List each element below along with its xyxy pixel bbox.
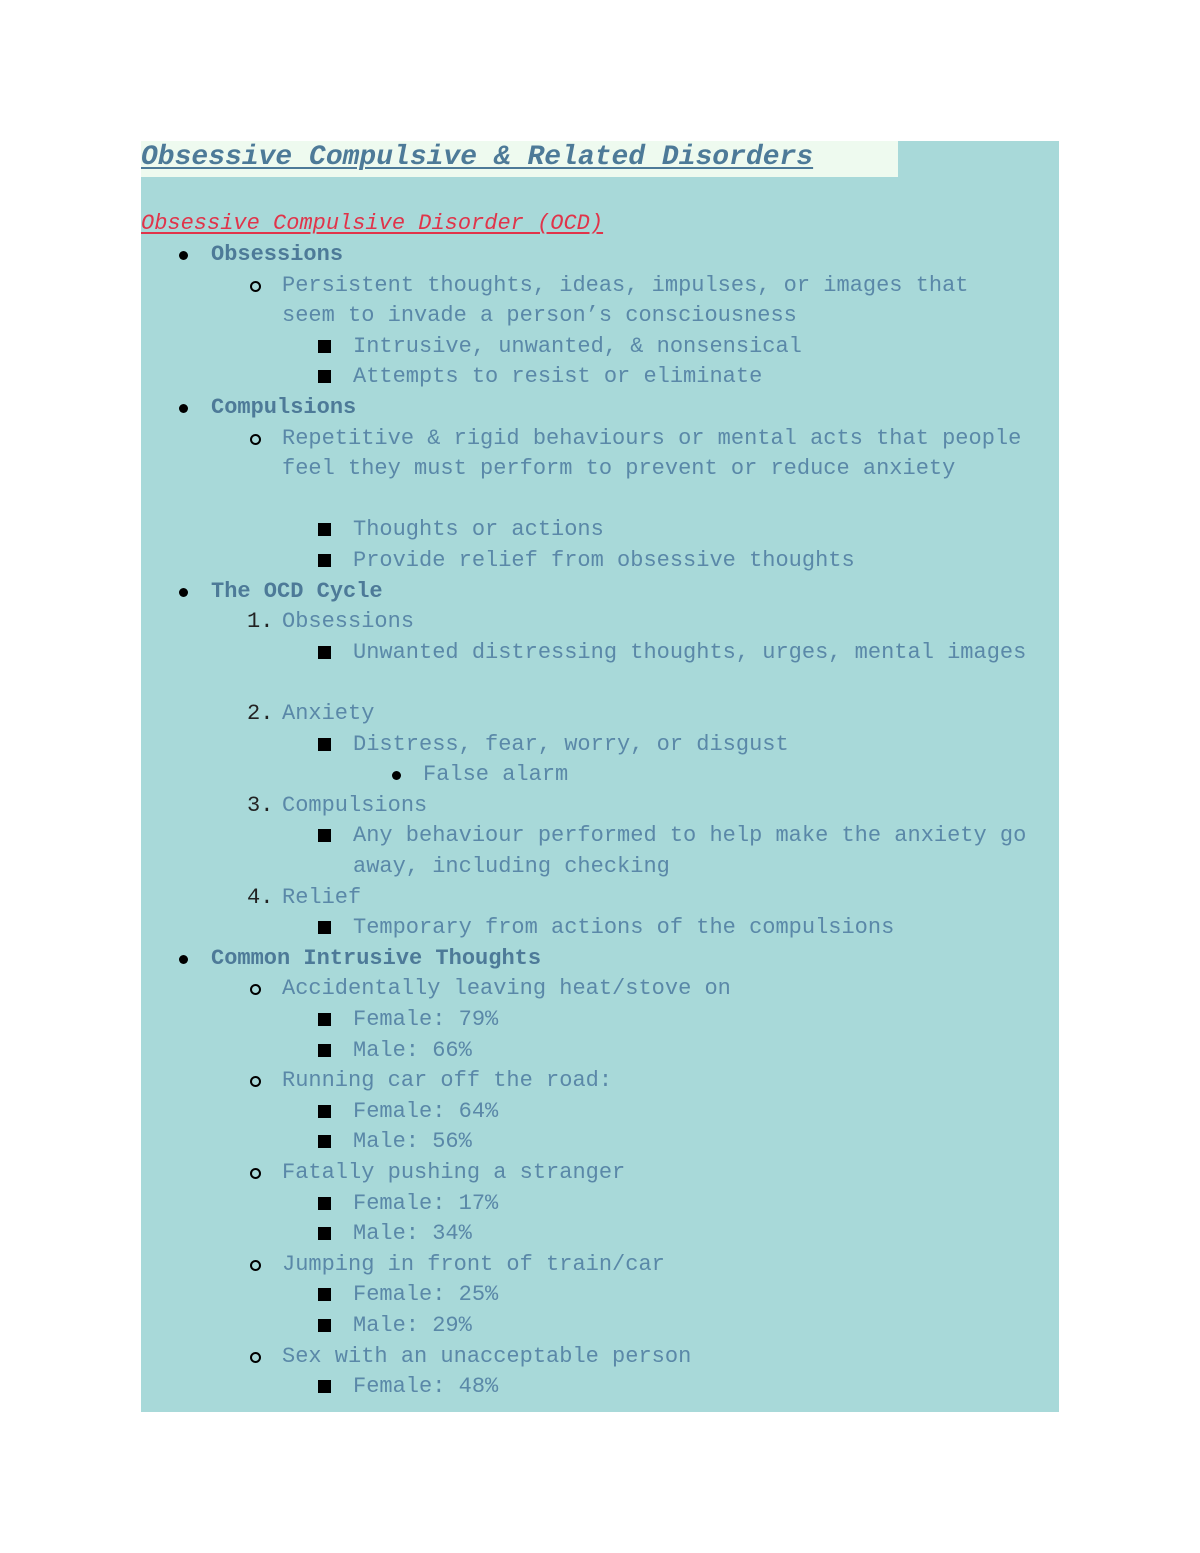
document-title: Obsessive Compulsive & Related Disorders bbox=[141, 141, 898, 177]
list-number-marker: 2. bbox=[247, 701, 274, 726]
outline-item-text: Male: 34% bbox=[353, 1221, 472, 1247]
outline-item-text: Jumping in front of train/car bbox=[282, 1251, 665, 1277]
square-bullet-icon bbox=[318, 1197, 331, 1210]
filled-bullet-icon bbox=[179, 404, 188, 413]
outline-item-text: Female: 64% bbox=[353, 1098, 499, 1124]
outline-item-text: Intrusive, unwanted, & nonsensical bbox=[353, 333, 802, 359]
list-number-marker: 3. bbox=[247, 792, 274, 818]
square-bullet-icon bbox=[318, 1044, 331, 1057]
hollow-bullet-icon bbox=[250, 281, 261, 292]
square-bullet-icon bbox=[318, 1013, 331, 1026]
outline-item-text: Temporary from actions of the compulsions bbox=[353, 915, 895, 941]
square-bullet-icon bbox=[318, 738, 331, 751]
outline-item-text: Male: 66% bbox=[353, 1037, 472, 1063]
square-bullet-icon bbox=[318, 1319, 331, 1332]
outline-item-text: Compulsions bbox=[282, 792, 428, 818]
filled-bullet-icon bbox=[179, 588, 188, 597]
square-bullet-icon bbox=[318, 340, 331, 353]
filled-bullet-icon bbox=[179, 251, 188, 260]
outline-heading-text: The OCD Cycle bbox=[211, 578, 383, 604]
square-bullet-icon bbox=[318, 1227, 331, 1240]
outline-item-text: Any behaviour performed to help make the anxiety go away, including checking bbox=[353, 823, 1040, 879]
outline-item-text: Relief bbox=[282, 884, 362, 910]
outline-item-text: Female: 48% bbox=[353, 1374, 499, 1400]
hollow-bullet-icon bbox=[250, 434, 261, 445]
outline-item-text: Running car off the road: bbox=[282, 1068, 613, 1094]
outline-item-text: Persistent thoughts, ideas, impulses, or images that seem to invade a person’s consciousness bbox=[282, 272, 982, 329]
outline-item-text: False alarm bbox=[423, 762, 569, 788]
outline-item-text: Unwanted distressing thoughts, urges, mental images bbox=[353, 639, 1027, 665]
square-bullet-icon bbox=[318, 523, 331, 536]
hollow-bullet-icon bbox=[250, 1260, 261, 1271]
outline-item-text: Accidentally leaving heat/stove on bbox=[282, 976, 731, 1002]
outline-item-text: Anxiety bbox=[282, 701, 375, 726]
outline-item-text: Female: 79% bbox=[353, 1007, 499, 1032]
outline-item-text: Repetitive & rigid behaviours or mental acts that people feel they must perform to prevent or reduce anxiety bbox=[282, 425, 1035, 482]
outline-item-text: Thoughts or actions bbox=[353, 517, 604, 543]
outline-item-text: Obsessions bbox=[282, 609, 415, 635]
outline-item-text: Sex with an unacceptable person bbox=[282, 1343, 692, 1369]
outline-item-text: Distress, fear, worry, or disgust bbox=[353, 731, 789, 757]
outline-item-text: Fatally pushing a stranger bbox=[282, 1160, 626, 1185]
square-bullet-icon bbox=[318, 829, 331, 842]
square-bullet-icon bbox=[318, 1135, 331, 1148]
square-bullet-icon bbox=[318, 1380, 331, 1393]
outline-item-text: Female: 17% bbox=[353, 1190, 499, 1216]
square-bullet-icon bbox=[318, 1288, 331, 1301]
square-bullet-icon bbox=[318, 554, 331, 567]
outline-item-text: Attempts to resist or eliminate bbox=[353, 364, 763, 390]
outline-item-text: Female: 25% bbox=[353, 1282, 499, 1308]
hollow-bullet-icon bbox=[250, 1352, 261, 1363]
hollow-bullet-icon bbox=[250, 1168, 261, 1179]
outline-heading-text: Common Intrusive Thoughts bbox=[211, 945, 542, 971]
outline-heading-text: Compulsions bbox=[211, 395, 357, 420]
square-bullet-icon bbox=[318, 646, 331, 659]
square-bullet-icon bbox=[318, 921, 331, 934]
filled-bullet-icon bbox=[179, 955, 188, 964]
list-number-marker: 4. bbox=[247, 884, 274, 910]
square-bullet-icon bbox=[318, 1105, 331, 1118]
outline-heading-text: Obsessions bbox=[211, 242, 344, 267]
section-heading: Obsessive Compulsive Disorder (OCD) bbox=[141, 211, 604, 236]
square-bullet-icon bbox=[318, 370, 331, 383]
outline-item-text: Male: 56% bbox=[353, 1129, 472, 1155]
outline-item-text: Provide relief from obsessive thoughts bbox=[353, 548, 855, 573]
list-number-marker: 1. bbox=[247, 609, 274, 635]
outline-item-text: Male: 29% bbox=[353, 1313, 472, 1338]
